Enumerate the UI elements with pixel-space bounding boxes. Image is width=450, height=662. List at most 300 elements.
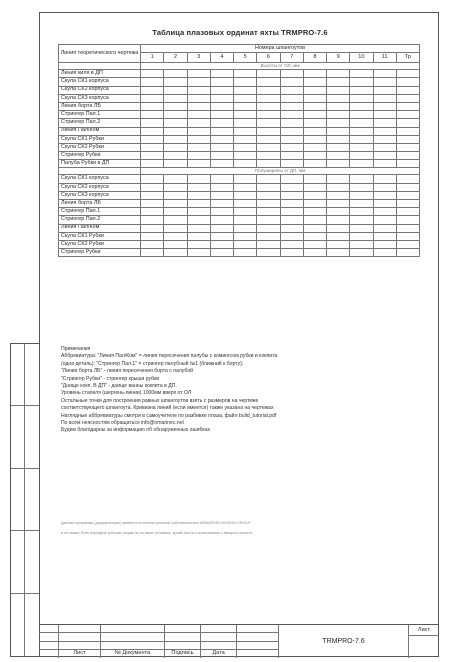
- ordinate-cell: [303, 183, 326, 191]
- ordinate-cell: [373, 191, 396, 199]
- row-line-name: Скула СК1 корпуса: [59, 78, 141, 86]
- row-line-name: Стрингер Пал.2: [59, 119, 141, 127]
- ordinate-cell: [141, 143, 164, 151]
- table-row: [59, 102, 420, 110]
- ordinate-cell: [303, 102, 326, 110]
- ordinate-cell: [210, 152, 233, 160]
- ordinate-cell: [141, 208, 164, 216]
- ordinate-cell: [141, 135, 164, 143]
- ordinate-cell: [210, 160, 233, 168]
- title-block: [39, 624, 439, 657]
- ordinate-cell: [164, 119, 187, 127]
- ordinate-cell: [141, 152, 164, 160]
- ordinate-cell: [373, 216, 396, 224]
- ordinate-cell: [303, 143, 326, 151]
- ordinate-cell: [187, 111, 210, 119]
- ordinate-cell: [327, 200, 350, 208]
- ordinate-cell: [234, 78, 257, 86]
- ordinates-table: [58, 44, 420, 257]
- note-line: Аббревиатура: "Линия Пал/Ком" = линия пересечения палубы с комингсом рубки и кокпита: [61, 353, 278, 360]
- row-line-name: Скула СК1 корпуса: [59, 175, 141, 183]
- ordinate-cell: [257, 183, 280, 191]
- ordinate-cell: [280, 183, 303, 191]
- notes-lines: [61, 353, 421, 434]
- row-line-name: Скула СК3 корпуса: [59, 94, 141, 102]
- ordinate-cell: [327, 127, 350, 135]
- ordinate-cell: [396, 249, 419, 257]
- ordinate-cell: [141, 119, 164, 127]
- ordinate-cell: [396, 175, 419, 183]
- ordinate-cell: [280, 152, 303, 160]
- ordinate-cell: [327, 119, 350, 127]
- ordinate-cell: [303, 249, 326, 257]
- table-row: [59, 240, 420, 248]
- ordinate-cell: [350, 143, 373, 151]
- ordinate-cell: [164, 86, 187, 94]
- note-line: По всем неясностям обращаться info@nmarinec.net: [61, 420, 184, 427]
- ordinate-cell: [280, 119, 303, 127]
- frames-header: Номера шпангоутов: [141, 45, 420, 53]
- ordinate-cell: [210, 102, 233, 110]
- ordinate-cell: [396, 127, 419, 135]
- ordinate-cell: [257, 127, 280, 135]
- ordinate-cell: [327, 249, 350, 257]
- ordinate-cell: [210, 183, 233, 191]
- frame-number-header: 10: [350, 53, 373, 63]
- ordinate-cell: [350, 78, 373, 86]
- ordinate-cell: [164, 127, 187, 135]
- ordinate-cell: [257, 94, 280, 102]
- ordinate-cell: [234, 249, 257, 257]
- ordinate-cell: [280, 224, 303, 232]
- ordinate-cell: [234, 200, 257, 208]
- ordinate-cell: [187, 127, 210, 135]
- ordinate-cell: [141, 183, 164, 191]
- ordinate-cell: [234, 102, 257, 110]
- ordinate-cell: [257, 240, 280, 248]
- tb-col-date: Дата: [201, 650, 237, 658]
- ordinate-cell: [373, 175, 396, 183]
- ordinate-cell: [327, 102, 350, 110]
- table-row: [59, 208, 420, 216]
- section-row: [59, 63, 420, 70]
- ordinate-cell: [303, 94, 326, 102]
- ordinate-cell: [210, 240, 233, 248]
- ordinate-cell: [280, 70, 303, 78]
- ordinate-cell: [164, 208, 187, 216]
- ordinate-cell: [280, 102, 303, 110]
- ordinate-cell: [164, 111, 187, 119]
- ordinate-cell: [187, 152, 210, 160]
- ordinate-cell: [257, 78, 280, 86]
- row-line-name: Скула СК2 Рубки: [59, 143, 141, 151]
- ordinate-cell: [327, 152, 350, 160]
- ordinate-cell: [350, 111, 373, 119]
- ordinate-cell: [210, 86, 233, 94]
- frame-number-header: 8: [303, 53, 326, 63]
- tb-col-sheet: Лист: [59, 650, 101, 658]
- ordinate-cell: [164, 143, 187, 151]
- ordinate-cell: [280, 200, 303, 208]
- ordinate-cell: [303, 111, 326, 119]
- ordinate-cell: [141, 111, 164, 119]
- table-row: [59, 152, 420, 160]
- ordinate-cell: [303, 232, 326, 240]
- frame-number-header: 9: [327, 53, 350, 63]
- ordinate-cell: [350, 240, 373, 248]
- ordinate-cell: [257, 232, 280, 240]
- ordinate-cell: [257, 249, 280, 257]
- ordinate-cell: [187, 119, 210, 127]
- ordinate-cell: [141, 86, 164, 94]
- ordinate-cell: [210, 249, 233, 257]
- ordinate-cell: [327, 135, 350, 143]
- ordinate-cell: [396, 78, 419, 86]
- frame-number-header: 3: [187, 53, 210, 63]
- table-row: [59, 94, 420, 102]
- ordinate-cell: [303, 70, 326, 78]
- ordinate-cell: [187, 175, 210, 183]
- ordinate-cell: [396, 143, 419, 151]
- ordinate-cell: [303, 135, 326, 143]
- note-line: Остальные точки для построения равных шпангоутов взять с размеров на чертеже: [61, 397, 259, 404]
- ordinate-cell: [280, 160, 303, 168]
- note-line: "Стрингер Рубки" - стрингер крыши рубки: [61, 375, 160, 382]
- ordinate-cell: [373, 240, 396, 248]
- ordinate-cell: [327, 175, 350, 183]
- ordinate-cell: [350, 135, 373, 143]
- tb-col-document: № Документа: [101, 650, 165, 658]
- ordinate-cell: [303, 200, 326, 208]
- ordinate-cell: [141, 216, 164, 224]
- ordinate-cell: [303, 86, 326, 94]
- row-line-name: Стрингер Пал.2: [59, 216, 141, 224]
- ordinate-cell: [187, 143, 210, 151]
- ordinate-cell: [327, 70, 350, 78]
- table-row: [59, 143, 420, 151]
- ordinate-cell: [350, 160, 373, 168]
- ordinate-cell: [327, 208, 350, 216]
- ordinate-cell: [210, 216, 233, 224]
- ordinate-cell: [373, 94, 396, 102]
- ordinate-cell: [373, 208, 396, 216]
- frame-number-header: 1: [141, 53, 164, 63]
- table-row: [59, 200, 420, 208]
- ordinate-cell: [257, 70, 280, 78]
- ordinate-cell: [280, 175, 303, 183]
- ordinate-cell: [187, 160, 210, 168]
- ordinate-cell: [373, 143, 396, 151]
- ordinate-cell: [141, 200, 164, 208]
- note-line: "Днище кокп. В ДП" - днище ванны кокпита в ДП.: [61, 383, 177, 390]
- ordinate-cell: [210, 78, 233, 86]
- ordinate-cell: [257, 224, 280, 232]
- ordinate-cell: [373, 224, 396, 232]
- ordinate-cell: [303, 175, 326, 183]
- frame-number-header: 7: [280, 53, 303, 63]
- ordinate-cell: [257, 102, 280, 110]
- ordinate-cell: [257, 111, 280, 119]
- ordinate-cell: [187, 216, 210, 224]
- ordinate-cell: [257, 208, 280, 216]
- ordinate-cell: [350, 127, 373, 135]
- ordinate-cell: [187, 183, 210, 191]
- ordinate-cell: [164, 216, 187, 224]
- ordinate-cell: [234, 240, 257, 248]
- frame-number-header: Тр: [396, 53, 419, 63]
- ordinate-cell: [234, 135, 257, 143]
- ordinate-cell: [187, 94, 210, 102]
- ordinate-cell: [280, 78, 303, 86]
- ordinate-cell: [327, 191, 350, 199]
- ordinate-cell: [396, 208, 419, 216]
- ordinate-cell: [257, 143, 280, 151]
- ordinate-cell: [396, 216, 419, 224]
- ordinate-cell: [396, 111, 419, 119]
- ordinate-cell: [373, 111, 396, 119]
- ordinate-cell: [234, 143, 257, 151]
- ordinate-cell: [373, 160, 396, 168]
- ordinate-cell: [187, 86, 210, 94]
- ordinate-cell: [257, 119, 280, 127]
- ordinate-cell: [396, 135, 419, 143]
- ordinate-cell: [141, 94, 164, 102]
- ordinate-cell: [373, 183, 396, 191]
- row-line-name: Скула СК1 Рубки: [59, 135, 141, 143]
- ordinate-cell: [164, 249, 187, 257]
- ordinate-cell: [164, 191, 187, 199]
- license-line-1: Данная программа (документация) является интеллектуальной собственностью ANMARSEN DESIGN GROUP: [61, 521, 251, 525]
- row-line-name: Линия борта ЛБ: [59, 200, 141, 208]
- ordinate-cell: [280, 94, 303, 102]
- ordinate-cell: [187, 102, 210, 110]
- row-line-name: Стрингер Рубки: [59, 249, 141, 257]
- ordinate-cell: [141, 160, 164, 168]
- note-line: Будем благодарны за информацию об обнаруженных ошибках: [61, 427, 211, 434]
- document-code: TRMPRO-7.6: [279, 625, 409, 658]
- ordinate-cell: [141, 249, 164, 257]
- ordinate-cell: [210, 135, 233, 143]
- ordinate-cell: [303, 152, 326, 160]
- license-line-2: и не может быть передана третьим лицам ни на каких условиях, кроме как по согласованию с автором проекта: [61, 531, 253, 535]
- ordinate-cell: [141, 127, 164, 135]
- ordinate-cell: [396, 94, 419, 102]
- ordinate-cell: [350, 152, 373, 160]
- sheet-number-box: [409, 625, 439, 658]
- notes-heading: Примечания: [61, 346, 91, 352]
- ordinate-cell: [396, 70, 419, 78]
- ordinate-cell: [303, 208, 326, 216]
- ordinate-cell: [280, 208, 303, 216]
- note-line: Наглядные аббревиатуры смотри в самоучителе по разбивке плаза, файл build_tutorial.pdf: [61, 412, 277, 419]
- ordinate-cell: [141, 102, 164, 110]
- ordinate-cell: [164, 135, 187, 143]
- row-line-name: Скула СК2 Рубки: [59, 240, 141, 248]
- ordinates-body: [59, 63, 420, 257]
- notes-block: [61, 346, 421, 435]
- ordinate-cell: [187, 232, 210, 240]
- ordinate-cell: [350, 86, 373, 94]
- table-row: [59, 175, 420, 183]
- ordinate-cell: [257, 160, 280, 168]
- ordinate-cell: [327, 143, 350, 151]
- row-line-name: Стрингер Пал.1: [59, 208, 141, 216]
- ordinate-cell: [257, 175, 280, 183]
- ordinate-cell: [234, 94, 257, 102]
- section-row: [59, 168, 420, 175]
- ordinate-cell: [187, 249, 210, 257]
- ordinate-cell: [141, 240, 164, 248]
- row-line-name: Линия киля в ДП: [59, 70, 141, 78]
- ordinate-cell: [373, 232, 396, 240]
- ordinate-cell: [210, 94, 233, 102]
- ordinate-cell: [327, 240, 350, 248]
- ordinate-cell: [164, 70, 187, 78]
- table-row: [59, 135, 420, 143]
- table-row: [59, 232, 420, 240]
- table-row: [59, 224, 420, 232]
- ordinate-cell: [187, 135, 210, 143]
- ordinate-cell: [350, 102, 373, 110]
- ordinate-cell: [350, 208, 373, 216]
- table-row: [59, 86, 420, 94]
- ordinate-cell: [350, 70, 373, 78]
- note-line: "Линия борта ЛБ" - линия пересечения борта с палубой: [61, 368, 193, 375]
- ordinate-cell: [373, 152, 396, 160]
- ordinate-cell: [210, 111, 233, 119]
- table-row: [59, 183, 420, 191]
- ordinate-cell: [210, 70, 233, 78]
- frame-number-header: 5: [234, 53, 257, 63]
- table-row: [59, 70, 420, 78]
- ordinate-cell: [210, 224, 233, 232]
- tb-col-signature: Подпись: [165, 650, 201, 658]
- ordinate-cell: [210, 200, 233, 208]
- ordinate-cell: [164, 224, 187, 232]
- row-line-name: Стрингер Пал.1: [59, 111, 141, 119]
- table-row: [59, 216, 420, 224]
- ordinate-cell: [234, 191, 257, 199]
- ordinate-cell: [373, 86, 396, 94]
- ordinate-cell: [187, 70, 210, 78]
- ordinate-cell: [373, 200, 396, 208]
- table-row: [59, 249, 420, 257]
- frame-number-header: 6: [257, 53, 280, 63]
- ordinate-cell: [373, 102, 396, 110]
- ordinate-cell: [280, 216, 303, 224]
- row-line-name: Скула СК2 корпуса: [59, 86, 141, 94]
- ordinate-cell: [187, 191, 210, 199]
- ordinate-cell: [234, 160, 257, 168]
- table-row: [59, 119, 420, 127]
- ordinate-cell: [373, 119, 396, 127]
- ordinate-cell: [164, 175, 187, 183]
- section-label: Полуширины от ДП, мм: [141, 168, 420, 175]
- ordinate-cell: [164, 200, 187, 208]
- table-row: [59, 191, 420, 199]
- ordinate-cell: [234, 175, 257, 183]
- ordinate-cell: [303, 224, 326, 232]
- ordinate-cell: [396, 102, 419, 110]
- ordinate-cell: [164, 94, 187, 102]
- ordinate-cell: [350, 224, 373, 232]
- ordinate-cell: [234, 183, 257, 191]
- ordinate-cell: [350, 232, 373, 240]
- ordinate-cell: [257, 191, 280, 199]
- ordinate-cell: [303, 160, 326, 168]
- ordinate-cell: [141, 70, 164, 78]
- ordinate-cell: [141, 224, 164, 232]
- ordinate-cell: [396, 160, 419, 168]
- ordinate-cell: [210, 143, 233, 151]
- ordinate-cell: [164, 160, 187, 168]
- ordinate-cell: [327, 232, 350, 240]
- ordinate-cell: [303, 78, 326, 86]
- note-line: соответствующего шпангоута. Кривизна линий (если имеется) также указана на чертежах: [61, 405, 274, 412]
- ordinate-cell: [164, 240, 187, 248]
- ordinate-cell: [373, 135, 396, 143]
- ordinate-cell: [257, 152, 280, 160]
- ordinate-cell: [187, 78, 210, 86]
- ordinate-cell: [327, 224, 350, 232]
- page-title: Таблица плазовых ординат яхты TRMPRO-7.6: [152, 28, 328, 37]
- ordinate-cell: [373, 249, 396, 257]
- ordinate-cell: [303, 240, 326, 248]
- ordinate-cell: [280, 240, 303, 248]
- ordinate-cell: [210, 191, 233, 199]
- ordinate-cell: [350, 200, 373, 208]
- ordinate-cell: [350, 216, 373, 224]
- ordinate-cell: [164, 232, 187, 240]
- ordinate-cell: [234, 216, 257, 224]
- ordinate-cell: [373, 70, 396, 78]
- row-line-name: Палуба Рубки в ДП: [59, 160, 141, 168]
- ordinate-cell: [141, 78, 164, 86]
- ordinate-cell: [187, 200, 210, 208]
- ordinate-cell: [280, 127, 303, 135]
- ordinate-cell: [257, 216, 280, 224]
- ordinate-cell: [210, 175, 233, 183]
- frame-number-header: 4: [210, 53, 233, 63]
- ordinate-cell: [164, 152, 187, 160]
- frame-number-header: 11: [373, 53, 396, 63]
- ordinate-cell: [187, 224, 210, 232]
- note-line: Уровень стапеля (шергень-линии) 1000мм вверх от ОЛ: [61, 390, 192, 397]
- row-line-name: Линия Пал/Ком: [59, 224, 141, 232]
- ordinate-cell: [327, 94, 350, 102]
- ordinate-cell: [234, 86, 257, 94]
- table-row: [59, 127, 420, 135]
- ordinate-cell: [327, 78, 350, 86]
- ordinate-cell: [234, 232, 257, 240]
- ordinate-cell: [350, 191, 373, 199]
- sheet-label: Лист: [409, 625, 439, 636]
- ordinate-cell: [187, 240, 210, 248]
- ordinate-cell: [350, 119, 373, 127]
- ordinate-cell: [350, 249, 373, 257]
- ordinate-cell: [164, 183, 187, 191]
- ordinate-cell: [280, 143, 303, 151]
- ordinate-cell: [280, 111, 303, 119]
- note-line: (одна деталь); "Стрингер Пал.1" = стрингер палубный №1 (ближний к борту);: [61, 360, 244, 367]
- ordinate-cell: [327, 160, 350, 168]
- row-line-name: Скула СК3 корпуса: [59, 191, 141, 199]
- ordinate-cell: [141, 191, 164, 199]
- row-line-name: Скула СК1 Рубки: [59, 232, 141, 240]
- ordinate-cell: [327, 86, 350, 94]
- ordinate-cell: [210, 232, 233, 240]
- row-line-name: Линия Пал/Ком: [59, 127, 141, 135]
